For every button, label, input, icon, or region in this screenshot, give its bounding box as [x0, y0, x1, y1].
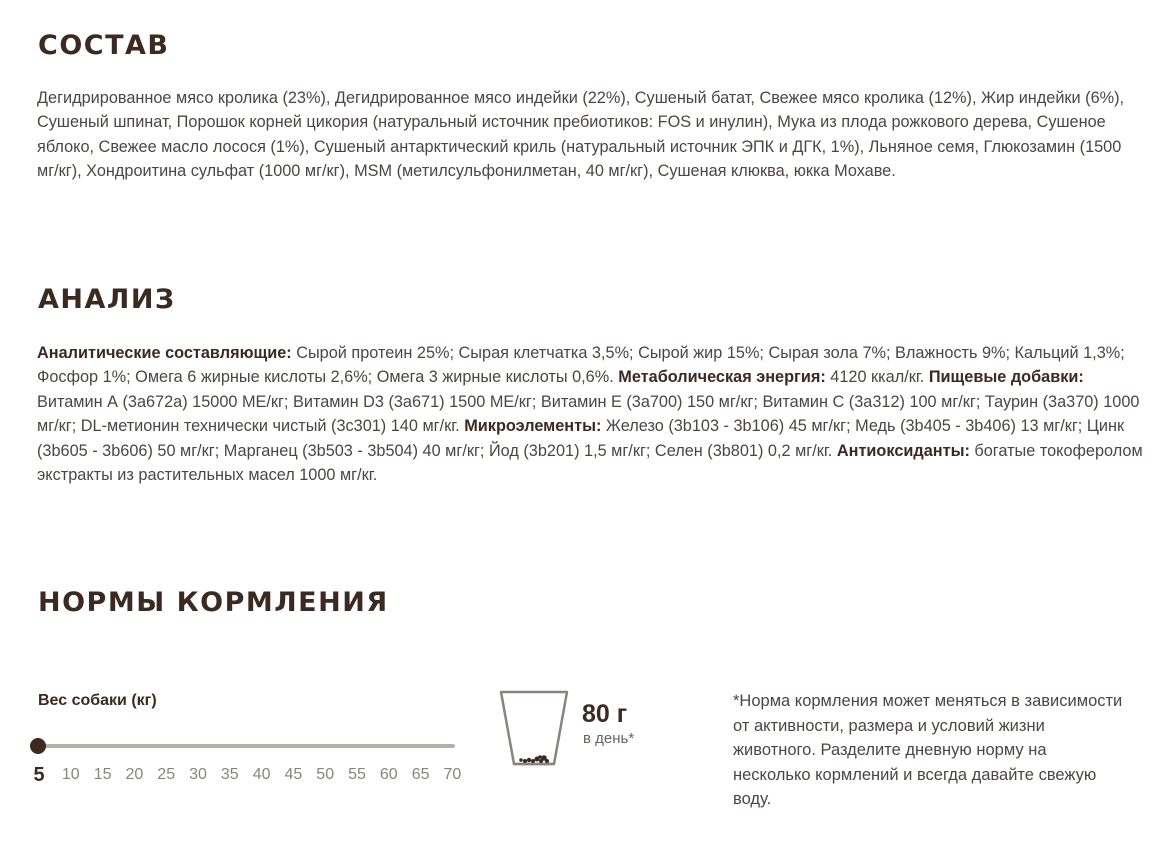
energy-label: Метаболическая энергия: [618, 368, 826, 387]
micro-label: Микроэлементы: [464, 417, 602, 436]
weight-tick-5[interactable]: 5 [33, 764, 45, 786]
analytic-label: Аналитические составляющие: [37, 344, 292, 362]
weight-tick-15[interactable]: 15 [93, 766, 112, 783]
weight-tick-55[interactable]: 55 [348, 766, 366, 783]
weight-tick-20[interactable]: 20 [125, 766, 144, 783]
weight-tick-50[interactable]: 50 [316, 766, 335, 783]
slider-thumb[interactable] [30, 738, 46, 754]
energy-text: 4120 ккал/кг. [825, 368, 929, 387]
weight-tick-30[interactable]: 30 [189, 766, 207, 783]
weight-tick-65[interactable]: 65 [411, 766, 430, 783]
composition-text: Дегидрированное мясо кролика (23%), Дегидрированное мясо индейки (22%), Сушеный батат, Свежее мясо кролика (12%), Жир индейки (6%), Сушеный шпинат, Порошок корней цикория (натуральный источник пребиотиков: FOS и инулин), Мука из плода рожкового дерева, Сушеное яблоко, Свежее масло лосося (1%), Сушеный антарктический криль (натуральный источник ЭПК и ДГК, 1%), Льняное семя, Глюкозамин (1500 мг/кг), Хондроитина сульфат (1000 мг/кг), MSM (метилсульфонилметан, 40 мг/кг), Сушеная клюква, юкка Мохаве. [37, 89, 1125, 181]
composition-title: СОСТАВ [38, 30, 170, 61]
weight-label: Вес собаки (кг) [38, 692, 157, 709]
weight-tick-60[interactable]: 60 [379, 766, 398, 783]
feeding-title: НОРМЫ КОРМЛЕНИЯ [38, 587, 389, 618]
weight-tick-10[interactable]: 10 [61, 766, 80, 783]
additives-label: Пищевые добавки: [928, 368, 1084, 387]
feeding-note: *Норма кормления может меняться в зависимости от активности, размера и условий жизни животного. Разделите дневную норму на несколько кормлений и всегда давайте свежую воду. [733, 692, 1123, 809]
analytic-text: Сырой протеин 25%; Сырая клетчатка 3,5%; Сырой жир 15%; Сырая зола 7%; Влажность 9%; Кальций 1,3%; Фосфор 1%; Омега 6 жирные кислоты 2,6%; Омега 3 жирные кислоты 0,6%. [37, 344, 1125, 387]
analysis-title: АНАЛИЗ [38, 284, 176, 315]
weight-tick-70[interactable]: 70 [443, 766, 462, 783]
per-day-label: в день* [583, 730, 635, 747]
weight-tick-45[interactable]: 45 [284, 766, 303, 783]
weight-tick-35[interactable]: 35 [220, 766, 239, 783]
weight-tick-25[interactable]: 25 [157, 766, 176, 783]
slider-track[interactable] [38, 744, 455, 748]
weight-tick-40[interactable]: 40 [252, 766, 271, 783]
weight-ticks [30, 764, 470, 790]
analysis-text [37, 341, 1147, 487]
food-cup-icon [498, 688, 570, 770]
additives-text: Витамин А (3a672a) 15000 МЕ/кг; Витамин D3 (3a671) 1500 МЕ/кг; Витамин Е (3a700) 150 мг/кг; Витамин С (3a312) 100 мг/кг; Таурин (3a370) 1000 мг/кг; DL-метионин технически чистый (3c301) 140 мг/кг. [37, 392, 1140, 436]
antioxidants-label: Антиоксиданты: [836, 441, 970, 460]
antioxidants-text: богатые токоферолом экстракты из растительных масел 1000 мг/кг. [37, 441, 1143, 485]
micro-text: Железо (3b103 - 3b106) 45 мг/кг; Медь (3b405 - 3b406) 13 мг/кг; Цинк (3b605 - 3b606) 50 мг/кг; Марганец (3b503 - 3b504) 40 мг/кг; Йод (3b201) 1,5 мг/кг; Селен (3b801) 0,2 мг/кг. [37, 417, 1125, 460]
weight-slider[interactable] [30, 736, 460, 756]
daily-amount: 80 г [582, 700, 628, 728]
